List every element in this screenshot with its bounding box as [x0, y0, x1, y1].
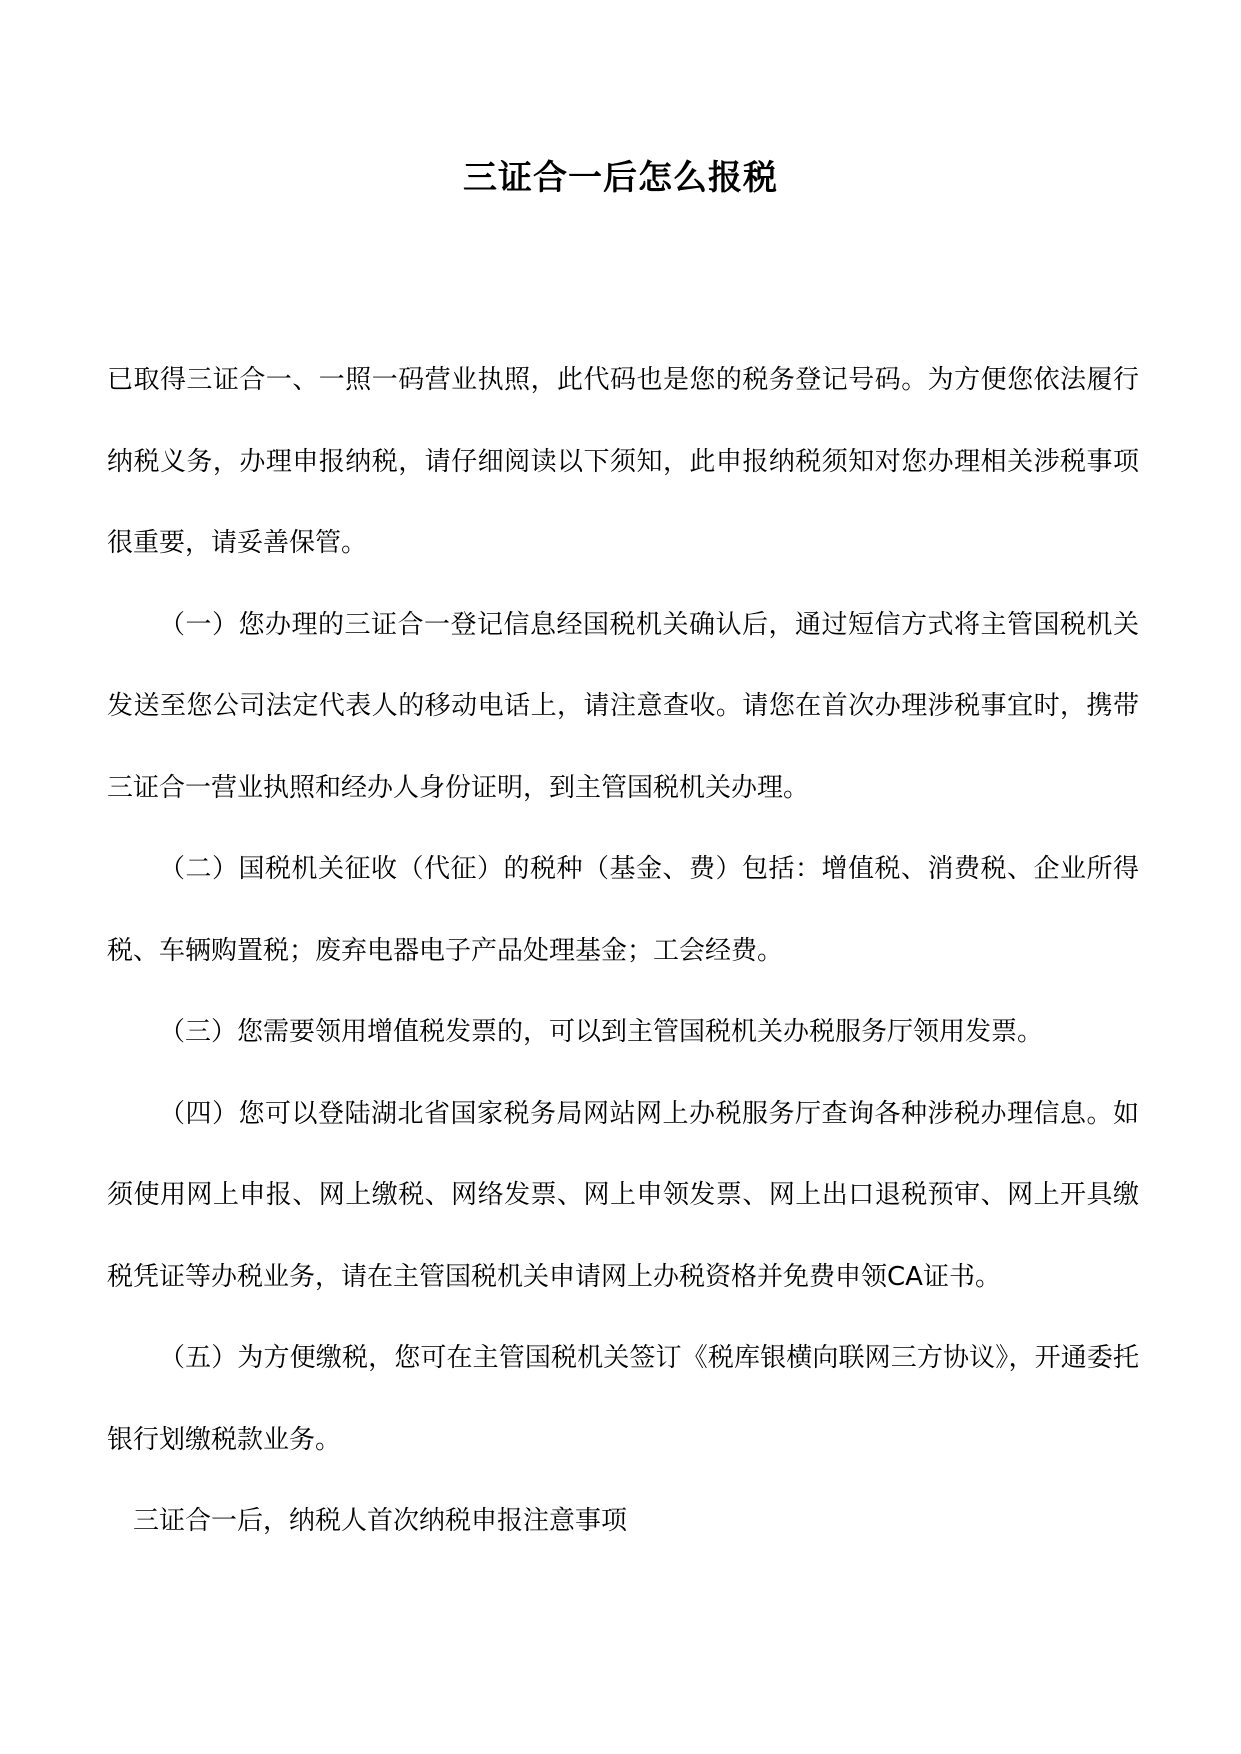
item-5-paragraph: （五）为方便缴税，您可在主管国税机关签订《税库银横向联网三方协议》，开通委托银行划缴税款业务。	[107, 1343, 1139, 1455]
document-body	[107, 340, 1139, 1563]
section-heading: 三证合一后，纳税人首次纳税申报注意事项	[133, 1506, 628, 1536]
item-2-paragraph: （二）国税机关征收（代征）的税种（基金、费）包括：增值税、消费税、企业所得税、车辆购置税；废弃电器电子产品处理基金；工会经费。	[107, 854, 1139, 966]
intro-paragraph: 已取得三证合一、一照一码营业执照，此代码也是您的税务登记号码。为方便您依法履行纳税义务，办理申报纳税，请仔细阅读以下须知，此申报纳税须知对您办理相关涉税事项很重要，请妥善保管。	[107, 365, 1139, 558]
item-4-paragraph: （四）您可以登陆湖北省国家税务局网站网上办税服务厅查询各种涉税办理信息。如须使用网上申报、网上缴税、网络发票、网上申领发票、网上出口退税预审、网上开具缴税凭证等办税业务，请在主管国税机关申请网上办税资格并免费申领CA证书。	[107, 1098, 1139, 1292]
document-title: 三证合一后怎么报税	[463, 158, 778, 198]
item-3-paragraph: （三）您需要领用增值税发票的，可以到主管国税机关办税服务厅领用发票。	[159, 1017, 1044, 1047]
item-1-paragraph: （一）您办理的三证合一登记信息经国税机关确认后，通过短信方式将主管国税机关发送至您公司法定代表人的移动电话上，请注意查收。请您在首次办理涉税事宜时，携带三证合一营业执照和经办人身份证明，到主管国税机关办理。	[107, 609, 1139, 803]
